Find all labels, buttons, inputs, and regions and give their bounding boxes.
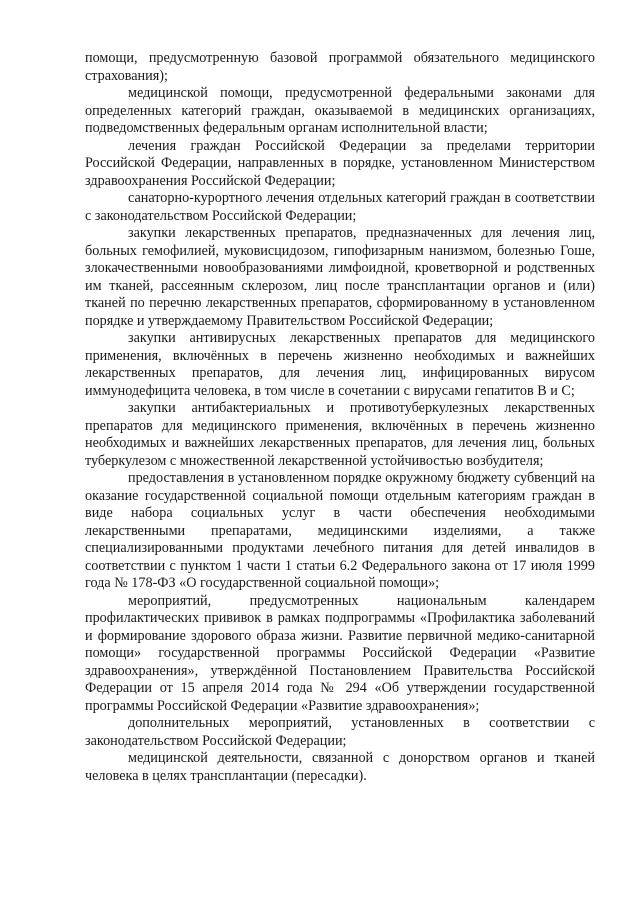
paragraph-organ-donation: медицинской деятельности, связанной с донорством органов и тканей человека в целях трансплантации (пересадки).	[85, 750, 595, 784]
paragraph-continuation: помощи, предусмотренную базовой программой обязательного медицинского страхования);	[85, 50, 595, 84]
paragraph-antibacterial-purchases: закупки антибактериальных и противотуберкулезных лекарственных препаратов для медицинского применения, включённых в перечень жизненно необходимых и важнейших лекарственных препаратов, для лечения лиц, больных туберкулезом с множественной лекарственной устойчивостью возбудителя;	[85, 400, 595, 469]
paragraph-sanatorium-treatment: санаторно-курортного лечения отдельных категорий граждан в соответствии с законодательством Российской Федерации;	[85, 190, 595, 224]
paragraph-additional-measures: дополнительных мероприятий, установленных в соответствии с законодательством Российской Федерации;	[85, 715, 595, 749]
paragraph-treatment-abroad: лечения граждан Российской Федерации за пределами территории Российской Федерации, направленных в порядке, установленном Министерством здравоохранения Российской Федерации;	[85, 137, 595, 189]
document-body	[85, 50, 595, 785]
paragraph-antiviral-purchases: закупки антивирусных лекарственных препаратов для медицинского применения, включённых в перечень жизненно необходимых и важнейших лекарственных препаратов, для лечения лиц, инфицированных вирусом иммунодефицита человека, в том числе в сочетании с вирусами гепатитов B и C;	[85, 330, 595, 399]
paragraph-subventions: предоставления в установленном порядке окружному бюджету субвенций на оказание государственной социальной помощи отдельным категориям граждан в виде набора социальных услуг в части обеспечения необходимыми лекарственными препаратами, медицинскими изделиями, а также специализированными продуктами лечебного питания для детей инвалидов в соответствии с пунктом 1 части 1 статьи 6.2 Федерального закона от 17 июля 1999 года № 178-ФЗ «О государственной социальной помощи»;	[85, 470, 595, 591]
paragraph-vaccination-calendar: мероприятий, предусмотренных национальным календарем профилактических прививок в рамках подпрограммы «Профилактика заболеваний и формирование здорового образа жизни. Развитие первичной медико-санитарной помощи» государственной программы Российской Федерации «Развитие здравоохранения», утверждённой Постановлением Правительства Российской Федерации от 15 апреля 2014 года № 294 «Об утверждении государственной программы Российской Федерации «Развитие здравоохранения»;	[85, 592, 595, 714]
paragraph-federal-laws-care: медицинской помощи, предусмотренной федеральными законами для определенных категорий граждан, оказываемой в медицинских организациях, подведомственных федеральным органам исполнительной власти;	[85, 85, 595, 136]
paragraph-drug-purchases: закупки лекарственных препаратов, предназначенных для лечения лиц, больных гемофилией, муковисцидозом, гипофизарным нанизмом, болезнью Гоше, злокачественными новообразованиями лимфоидной, кроветворной и родственных им тканей, рассеянным склерозом, лиц после трансплантации органов и (или) тканей по перечню лекарственных препаратов, сформированному в установленном порядке и утверждаемому Правительством Российской Федерации;	[85, 225, 595, 329]
